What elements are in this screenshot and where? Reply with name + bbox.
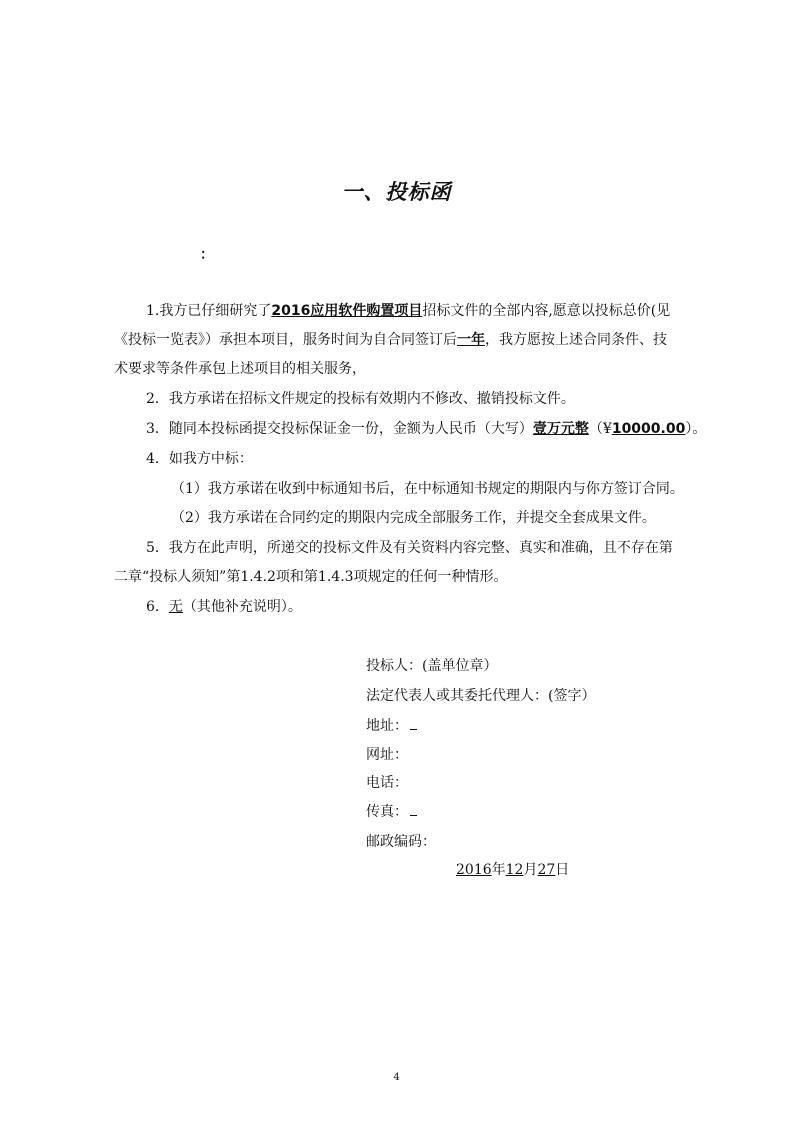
representative-label: 法定代表人或其委托代理人：(签字） xyxy=(366,688,596,704)
paragraph-6 xyxy=(114,593,711,622)
p1-text-a: 1.我方已仔细研究了 xyxy=(146,303,272,319)
paragraph-5-line-1: 5．我方在此声明，所递交的投标文件及有关资料内容完整、真实和准确，且不存在第 xyxy=(146,540,673,556)
postcode-label: 邮政编码： xyxy=(366,834,436,850)
paragraph-1-line-3: 术要求等条件承包上述项目的相关服务， xyxy=(114,361,366,377)
project-name: 2016应用软件购置项目 xyxy=(271,303,423,319)
date-year: 2016 xyxy=(456,862,492,878)
bidder-label: 投标人：(盖单位章） xyxy=(366,658,498,674)
page-number: 4 xyxy=(393,1072,400,1083)
p3-text-a: 3．随同本投标函提交投标保证金一份，金额为人民币（大写） xyxy=(146,421,533,437)
paragraph-1-line-2 xyxy=(114,326,679,355)
p6-text-b: （其他补充说明）。 xyxy=(182,599,302,615)
paragraph-5-line-2: 二章“投标人须知”第1.4.2项和第1.4.3项规定的任何一种情形。 xyxy=(114,569,508,585)
p1-text-b: 招标文件的全部内容,愿意以投标总价(见 xyxy=(422,303,671,319)
address-blank xyxy=(410,715,417,730)
amount-number: 10000.00 xyxy=(611,421,686,437)
addressee-line: ： xyxy=(200,247,214,263)
fax-blank xyxy=(410,801,417,816)
p3-text-b: （¥ xyxy=(588,421,612,437)
phone-label: 电话： xyxy=(366,775,408,791)
paragraph-4-item-1: （1）我方承诺在收到中标通知书后，在中标通知书规定的期限内与你方签订合同。 xyxy=(171,481,684,497)
paragraph-3 xyxy=(114,415,711,444)
fax-label: 传真： xyxy=(366,804,408,820)
address-label: 地址： xyxy=(366,718,408,734)
paragraph-1-line-1 xyxy=(114,297,711,326)
website-label: 网址： xyxy=(366,747,408,763)
service-term: 一年 xyxy=(457,332,485,348)
p1-line2-b: ，我方愿按上述合同条件、技 xyxy=(485,332,667,348)
paragraph-2: 2．我方承诺在招标文件规定的投标有效期内不修改、撤销投标文件。 xyxy=(146,391,575,407)
paragraph-4-item-2: （2）我方承诺在合同约定的期限内完成全部服务工作，并提交全套成果文件。 xyxy=(171,510,656,526)
date-month-label: 月 xyxy=(523,862,538,878)
date-month: 12 xyxy=(505,862,524,878)
p3-text-c: ）。 xyxy=(685,421,707,437)
supplement-none: 无 xyxy=(168,599,183,615)
amount-words: 壹万元整 xyxy=(532,421,589,437)
address-field xyxy=(366,715,417,735)
signing-date xyxy=(456,859,569,879)
page-title: 一、投标函 xyxy=(341,180,452,204)
p6-text-a: 6． xyxy=(146,599,169,615)
date-year-label: 年 xyxy=(491,862,506,878)
date-day: 27 xyxy=(537,862,556,878)
p1-line2-a: 《投标一览表》）承担本项目，服务时间为自合同签订后 xyxy=(114,332,457,348)
paragraph-4: 4．如我方中标： xyxy=(146,451,253,467)
date-day-label: 日 xyxy=(555,862,570,878)
fax-field xyxy=(366,801,417,821)
